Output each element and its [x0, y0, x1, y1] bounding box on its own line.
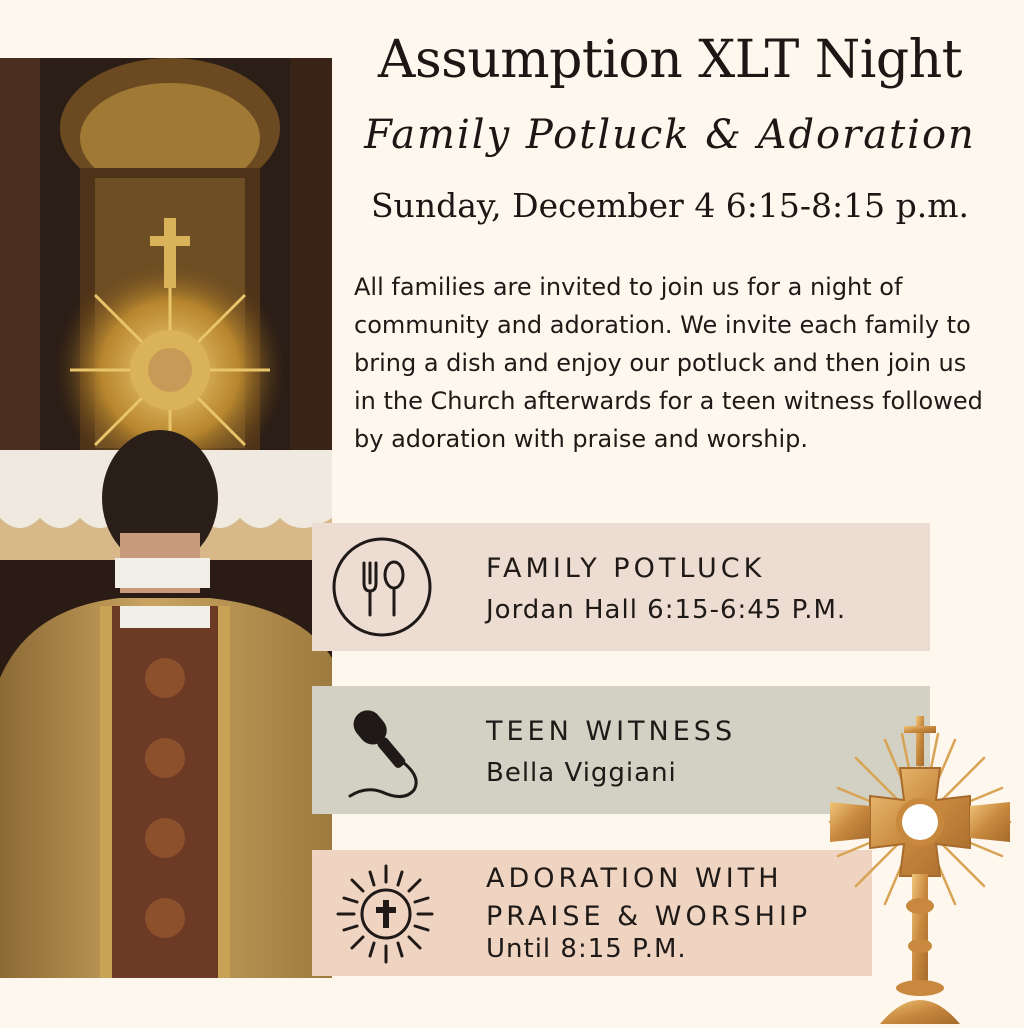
schedule-heading: FAMILY POTLUCK — [486, 553, 766, 584]
schedule-detail: Until 8:15 P.M. — [486, 934, 687, 964]
event-description: All families are invited to join us for a night of community and adoration. We invite each family to bring a dish and enjoy our potluck and then join us in the Church afterwards for a teen witness followed by adoration with praise and worship. — [354, 273, 983, 453]
schedule-card-potluck — [312, 523, 930, 651]
schedule-detail: Bella Viggiani — [486, 758, 677, 788]
event-subtitle: Family Potluck & Adoration — [364, 112, 976, 158]
event-datetime: Sunday, December 4 6:15-8:15 p.m. — [370, 186, 970, 225]
priest-altar-photo — [0, 58, 332, 978]
fork-spoon-icon — [330, 535, 434, 639]
schedule-detail: Jordan Hall 6:15-6:45 P.M. — [486, 595, 847, 625]
schedule-heading: ADORATION WITH PRAISE & WORSHIP — [486, 863, 812, 932]
event-title: Assumption XLT Night — [377, 30, 963, 90]
schedule-card-adoration — [312, 850, 872, 976]
monstrance-illustration — [820, 706, 1020, 1024]
sun-cross-icon — [330, 862, 434, 966]
microphone-icon — [330, 698, 434, 802]
schedule-heading: TEEN WITNESS — [486, 716, 737, 747]
